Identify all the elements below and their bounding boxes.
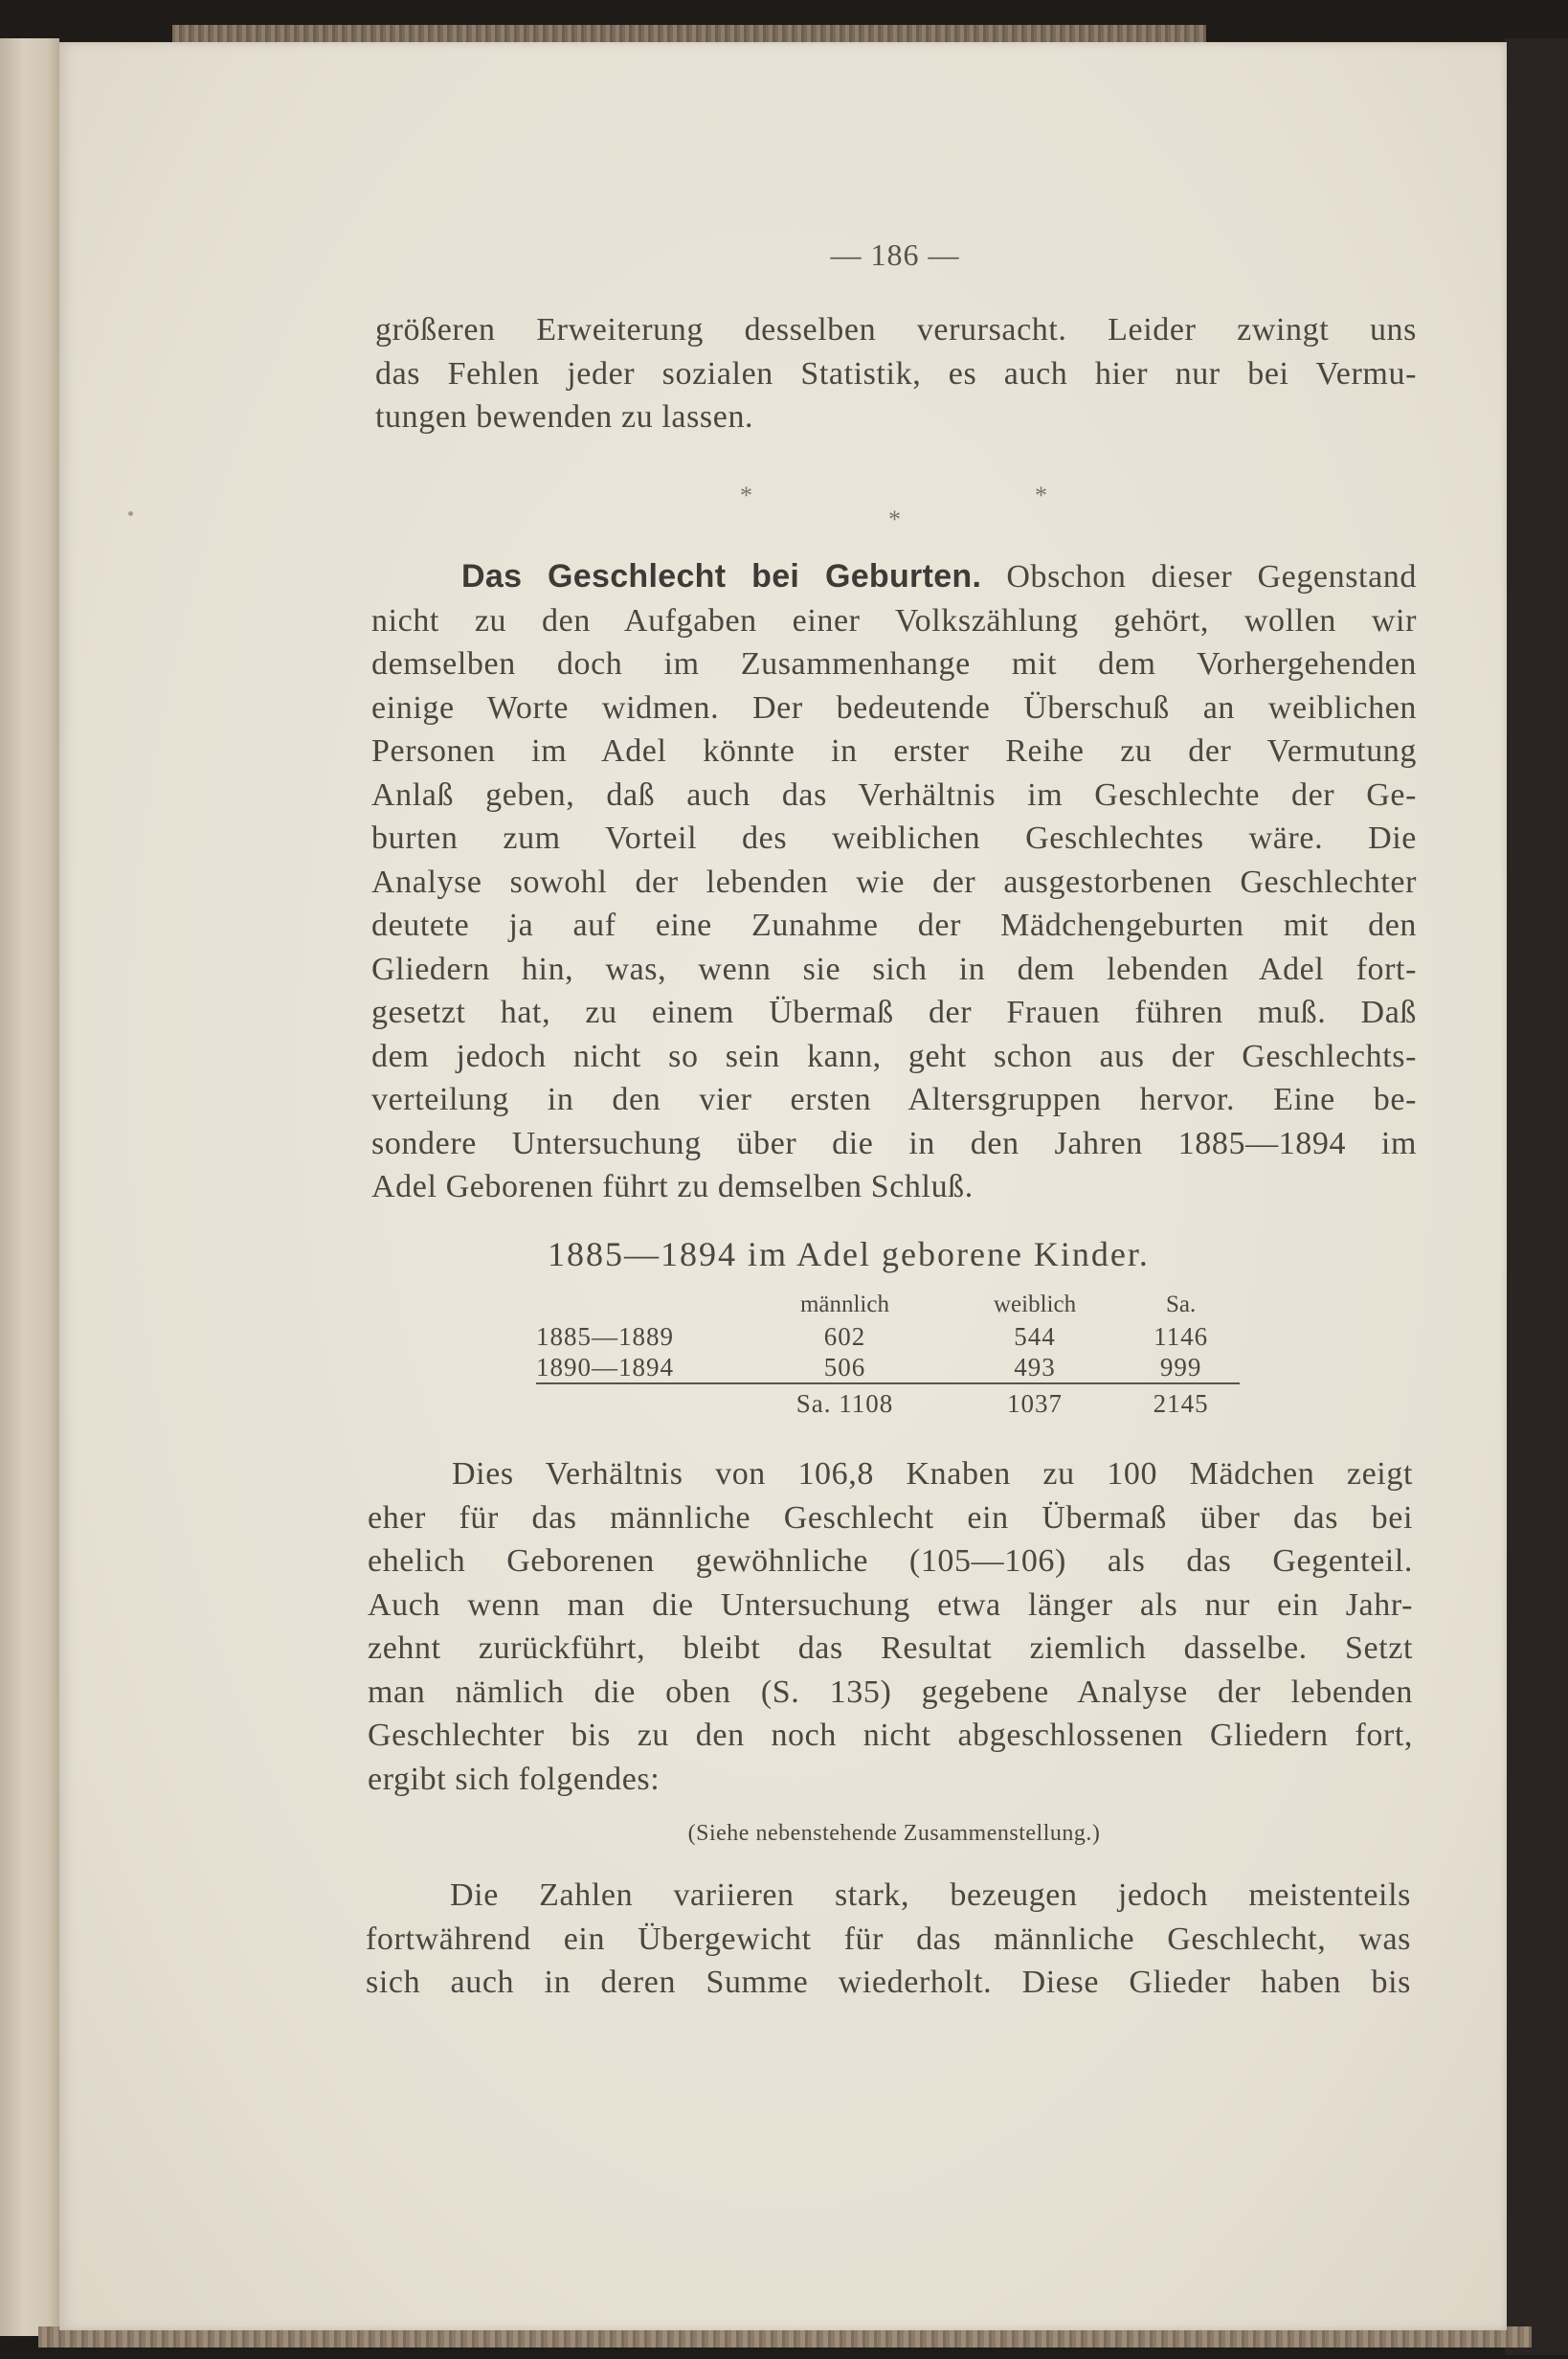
text-line: tungen bewenden zu lassen.: [375, 399, 754, 435]
text-line: nicht zu den Aufgaben einer Volkszählung gehört, wollen wir: [371, 602, 1417, 639]
text-line: dem jedoch nicht so sein kann, geht schon aus der Geschlechts-: [371, 1038, 1417, 1074]
text-line: Gliedern hin, was, wenn sie sich in dem lebenden Adel fort-: [371, 951, 1417, 987]
table-header-cell: [536, 1289, 742, 1321]
separator-star: *: [888, 506, 901, 533]
paper-speck: [128, 511, 133, 516]
text-line: man nämlich die oben (S. 135) gegebene Analyse der lebenden: [368, 1674, 1413, 1710]
text-line: Dies Verhältnis von 106,8 Knaben zu 100 Mädchen zeigt: [452, 1456, 1413, 1492]
paragraph-4: [366, 1874, 1411, 2005]
text-line: zehnt zurückführt, bleibt das Resultat ziemlich dasselbe. Setzt: [368, 1630, 1413, 1666]
table-sum-row: [536, 1383, 1240, 1419]
text-line: Personen im Adel könnte in erster Reihe zu der Vermutung: [371, 733, 1417, 769]
text-line: demselben doch im Zusammenhange mit dem Vorhergehenden: [371, 646, 1417, 682]
table-header-row: [536, 1289, 1240, 1321]
table-row: [536, 1321, 1240, 1352]
table-cell-sum: 1037: [1007, 1388, 1064, 1418]
text-line-rest: Obschon dieser Gegenstand: [1006, 559, 1417, 595]
text-line: fortwährend ein Übergewicht für das männliche Geschlecht, was: [366, 1921, 1411, 1957]
table-header-cell: männlich: [799, 1292, 889, 1317]
text-line: Adel Geborenen führt zu demselben Schluß.: [371, 1169, 974, 1204]
table-header-cell: Sa.: [1165, 1292, 1197, 1317]
table-cell: 1146: [1154, 1321, 1209, 1351]
text-line: sich auch in deren Summe wiederholt. Diese Glieder haben bis: [366, 1965, 1411, 2000]
table-cell-sum: Sa. 1108: [795, 1388, 894, 1418]
table-cell: 506: [742, 1352, 948, 1383]
text-line: ergibt sich folgendes:: [368, 1761, 661, 1797]
section-heading: Das Geschlecht bei Geburten.: [461, 558, 982, 595]
text-line: Analyse sowohl der lebenden wie der ausgestorbenen Geschlechter: [371, 864, 1417, 900]
table-cell-period: 1890—1894: [536, 1352, 742, 1383]
text-line: burten zum Vorteil des weiblichen Geschlechtes wäre. Die: [371, 820, 1417, 856]
paragraph-2: [371, 555, 1417, 1209]
cross-reference-note: (Siehe nebenstehende Zusammenstellung.): [687, 1821, 1101, 1846]
text-line: eher für das männliche Geschlecht ein Übermaß über das bei: [368, 1499, 1413, 1536]
text-line: ehelich Geborenen gewöhnliche (105—106) als das Gegenteil.: [368, 1543, 1413, 1579]
text-line: verteilung in den vier ersten Altersgruppen hervor. Eine be-: [371, 1082, 1417, 1117]
separator-star: *: [1035, 482, 1047, 509]
text-line: [371, 555, 1417, 599]
book-edge-left: [0, 38, 59, 2336]
table-cell: 544: [1014, 1321, 1056, 1351]
text-line: Auch wenn man die Untersuchung etwa länger als nur ein Jahr-: [368, 1586, 1413, 1623]
table-cell: 602: [823, 1321, 866, 1351]
table-header-cell: weiblich: [994, 1292, 1077, 1317]
table-cell-sum: 2145: [1153, 1388, 1209, 1418]
separator-star: *: [740, 482, 752, 509]
text-line: Die Zahlen variieren stark, bezeugen jedoch meistenteils: [450, 1877, 1411, 1913]
text-line: gesetzt hat, zu einem Übermaß der Frauen führen muß. Daß: [371, 995, 1417, 1030]
paragraph-1: [375, 308, 1417, 439]
table-cell: [536, 1383, 742, 1419]
paragraph-3: [368, 1452, 1413, 1801]
text-line: das Fehlen jeder sozialen Statistik, es auch hier nur bei Vermu-: [375, 355, 1417, 392]
text-line: größeren Erweiterung desselben verursacht. Leider zwingt uns: [375, 312, 1417, 348]
table-cell-period: 1885—1889: [536, 1321, 674, 1351]
page-number: — 186 —: [830, 237, 960, 272]
births-table: [536, 1289, 1240, 1419]
text-line: deutete ja auf eine Zunahme der Mädchengeburten mit den: [371, 908, 1417, 943]
text-line: Anlaß geben, daß auch das Verhältnis im Geschlechte der Ge-: [371, 776, 1417, 813]
text-line: Geschlechter bis zu den noch nicht abgeschlossenen Gliedern fort,: [368, 1718, 1413, 1753]
text-line: sondere Untersuchung über die in den Jahren 1885—1894 im: [371, 1125, 1417, 1161]
table-cell: 999: [1122, 1352, 1240, 1383]
book-edge-top: [172, 25, 1206, 42]
table-row: [536, 1352, 1240, 1383]
book-edge-right: [1505, 38, 1568, 2355]
table-title: 1885—1894 im Adel geborene Kinder.: [548, 1235, 1150, 1273]
text-line: einige Worte widmen. Der bedeutende Überschuß an weiblichen: [371, 689, 1417, 726]
table-cell: 493: [948, 1352, 1122, 1383]
